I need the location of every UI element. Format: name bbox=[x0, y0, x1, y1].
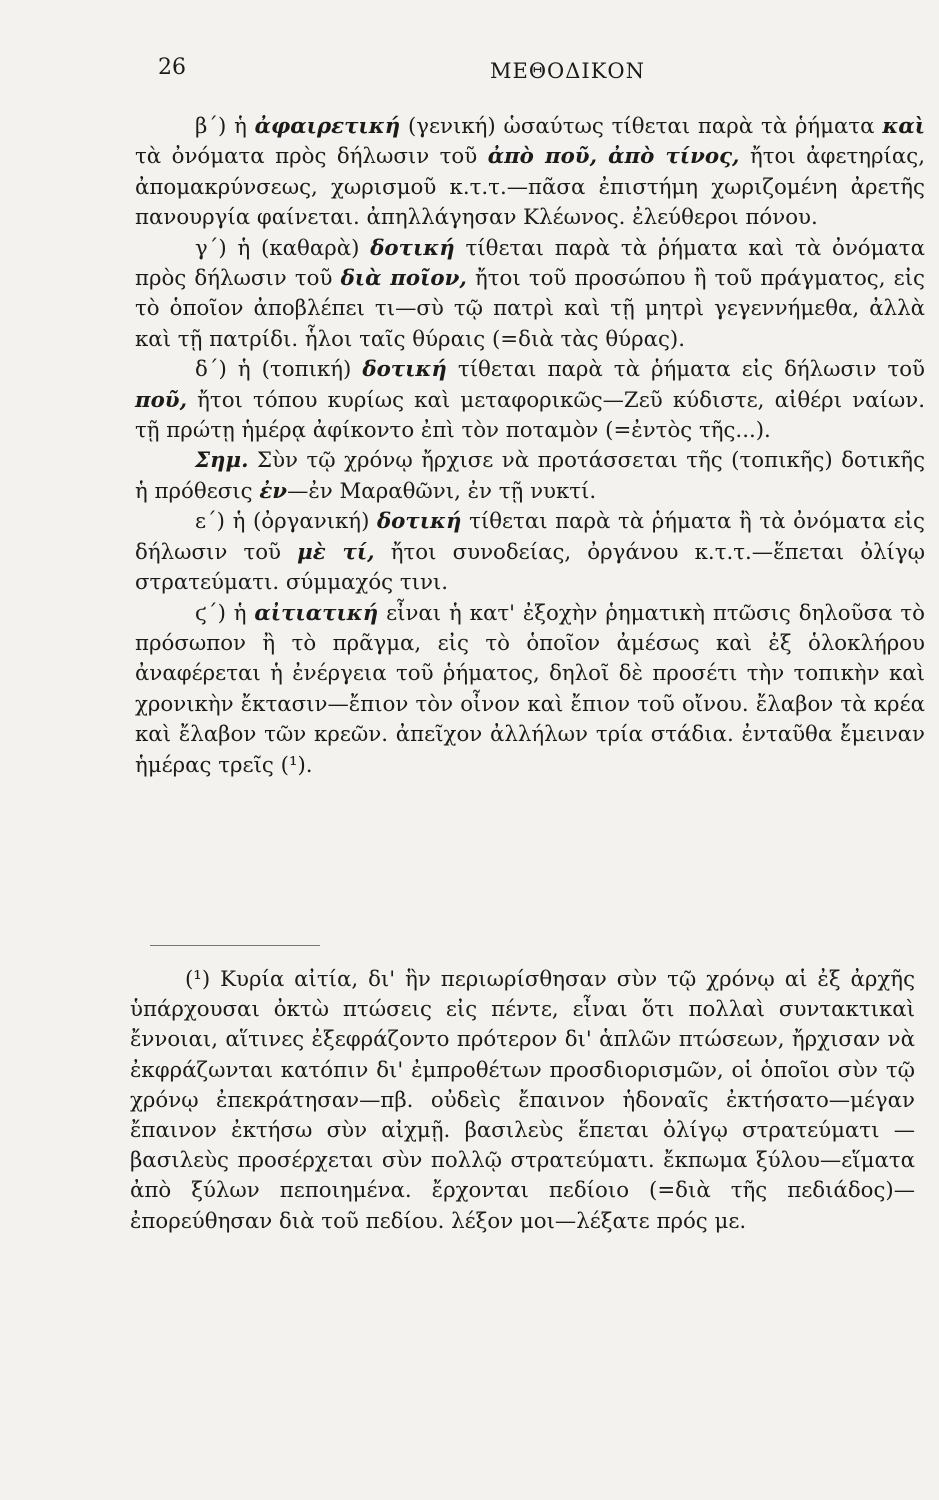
term: αἰτιατική bbox=[254, 600, 379, 626]
text: ἡ bbox=[233, 600, 247, 626]
section-marker: δ΄) bbox=[195, 357, 227, 383]
text: ἡ bbox=[234, 114, 247, 139]
footnote-paragraph bbox=[130, 965, 915, 1237]
term: καὶ bbox=[882, 114, 926, 139]
footnote-reference: (¹). bbox=[280, 752, 313, 778]
text: τίθεται παρὰ τὰ ῥήματα εἰς δήλωσιν τοῦ bbox=[457, 357, 925, 383]
paragraph-delta bbox=[135, 355, 925, 446]
term: ἀφαιρετική bbox=[254, 114, 401, 139]
running-head: ΜΕΘΟΔΙΚΟΝ bbox=[490, 59, 646, 83]
paragraph-beta bbox=[135, 112, 925, 234]
text: ἤτοι τόπου κυρίως καὶ μεταφορικῶς—Ζεῦ κύδιστε, αἰθέρι ναίων. τῇ πρώτῃ ἡμέρᾳ ἀφίκοντο ἐπὶ τὸν ποταμὸν (=ἐντὸς τῆς...). bbox=[135, 387, 925, 444]
text: —ἐν Μαραθῶνι, ἐν τῇ νυκτί. bbox=[287, 478, 597, 504]
term: δοτική bbox=[362, 357, 447, 383]
section-marker: ε΄) bbox=[195, 509, 225, 535]
paragraph-epsilon bbox=[135, 507, 925, 598]
paragraph-gamma bbox=[135, 234, 925, 356]
text: τίθεται παρὰ τὰ ῥήματα ἢ τὰ ὀνόματα εἰς δήλωσιν τοῦ bbox=[135, 509, 925, 565]
text: ἤτοι τοῦ προσώπου ἢ τοῦ πράγματος, εἰς τὸ ὁποῖον ἀποβλέπει τι—σὺ τῷ πατρὶ καὶ τῇ μητρὶ γεγεννήμεθα, ἀλλὰ καὶ τῇ πατρίδι. ἧλοι ταῖς θύραις (=διὰ τὰς θύρας). bbox=[135, 266, 925, 352]
page-number: 26 bbox=[158, 55, 186, 80]
text: ἡ (ὀργανική) bbox=[232, 509, 370, 535]
text: εἶναι ἡ κατ' ἐξοχὴν ῥηματικὴ πτῶσις δηλοῦσα τὸ πρόσωπον ἢ τὸ πρᾶγμα, εἰς τὸ ὁποῖον ἀμέσως καὶ ἐξ ὁλοκλήρου ἀναφέρεται ἡ ἐνέργεια τοῦ ῥήματος, δηλοῖ δὲ προσέτι τὴν τοπικὴν καὶ χρονικὴν ἔκτασιν—ἔπιον τὸν οἶνον καὶ ἔπιον τοῦ οἴνου. ἔλαβον τὰ κρέα καὶ ἔλαβον τῶν κρεῶν. ἀπεῖχον ἀλλήλων τρία στάδια. ἐνταῦθα ἔμειναν ἡμέρας τρεῖς bbox=[135, 600, 925, 778]
page-header bbox=[150, 55, 879, 95]
text: τὰ ὀνόματα πρὸς δήλωσιν τοῦ bbox=[135, 144, 478, 170]
text: ἡ (τοπική) bbox=[237, 357, 352, 383]
footnote-marker: (¹) bbox=[185, 967, 211, 992]
footnote bbox=[130, 965, 915, 1237]
note-label: Σημ. bbox=[195, 448, 249, 474]
text: ἡ (καθαρὰ) bbox=[237, 235, 360, 261]
section-marker: β΄) bbox=[195, 114, 227, 139]
paragraph-stigma bbox=[135, 599, 925, 781]
section-marker: ϛ΄) bbox=[195, 600, 226, 626]
term: δοτική bbox=[376, 509, 462, 535]
question-phrase: διὰ ποῖον, bbox=[340, 266, 467, 292]
footnote-separator bbox=[150, 945, 320, 946]
question-phrase: ἀπὸ ποῦ, ἀπὸ τίνος, bbox=[487, 144, 740, 170]
paragraph-note bbox=[135, 446, 925, 507]
text: (γενική) ὡσαύτως τίθεται παρὰ τὰ ῥήματα bbox=[407, 114, 875, 139]
question-phrase: ποῦ, bbox=[135, 387, 187, 413]
question-phrase: μὲ τί, bbox=[297, 539, 375, 565]
text: ἤτοι ἀφετηρίας, ἀπομακρύνσεως, χωρισμοῦ κ.τ.τ.—πᾶσα ἐπιστήμη χωριζομένη ἀρετῆς πανουργία φαίνεται. ἀπηλλάγησαν Κλέωνος. ἐλεύθεροι πόνου. bbox=[135, 144, 925, 231]
question-phrase: ἐν bbox=[259, 478, 288, 504]
text: ἤτοι συνοδείας, ὀργάνου κ.τ.τ.—ἕπεται ὀλίγῳ στρατεύματι. σύμμαχός τινι. bbox=[135, 539, 926, 596]
section-marker: γ΄) bbox=[195, 235, 227, 261]
term: δοτική bbox=[370, 235, 455, 261]
main-text bbox=[135, 112, 925, 781]
text: τίθεται παρὰ τὰ ῥήματα καὶ τὰ ὀνόματα πρὸς δήλωσιν τοῦ bbox=[135, 235, 925, 292]
footnote-text: Κυρία αἰτία, δι' ἣν περιωρίσθησαν σὺν τῷ χρόνῳ αἱ ἐξ ἀρχῆς ὑπάρχουσαι ὀκτὼ πτώσεις εἰς πέντε, εἶναι ὅτι πολλαὶ συντακτικαὶ ἔννοιαι, αἵτινες ἐξεφράζοντο πρότερον δι' ἁπλῶν πτώσεων, ἤρχισαν νὰ ἐκφράζωνται κατόπιν δι' ἐμπροθέτων προσδιορισμῶν, οἱ ὁποῖοι σὺν τῷ χρόνῳ ἐπεκράτησαν—πβ. οὐδεὶς ἔπαινον ἡδοναῖς ἐκτήσατο—μέγαν ἔπαινον ἐκτήσω σὺν αἰχμῇ. βασιλεὺς ἕπεται ὀλίγῳ στρατεύματι — βασιλεὺς προσέρχεται σὺν πολλῷ στρατεύματι. ἔκπωμα ξύλου—εἵματα ἀπὸ ξύλων πεποιημένα. ἔρχονται πεδίοιο (=διὰ τῆς πεδιάδος)—ἐπορεύθησαν διὰ τοῦ πεδίου. λέξον μοι—λέξατε πρός με. bbox=[130, 967, 915, 1234]
text: Σὺν τῷ χρόνῳ ἤρχισε νὰ προτάσσεται τῆς (τοπικῆς) δοτικῆς ἡ πρόθεσις bbox=[135, 448, 925, 504]
